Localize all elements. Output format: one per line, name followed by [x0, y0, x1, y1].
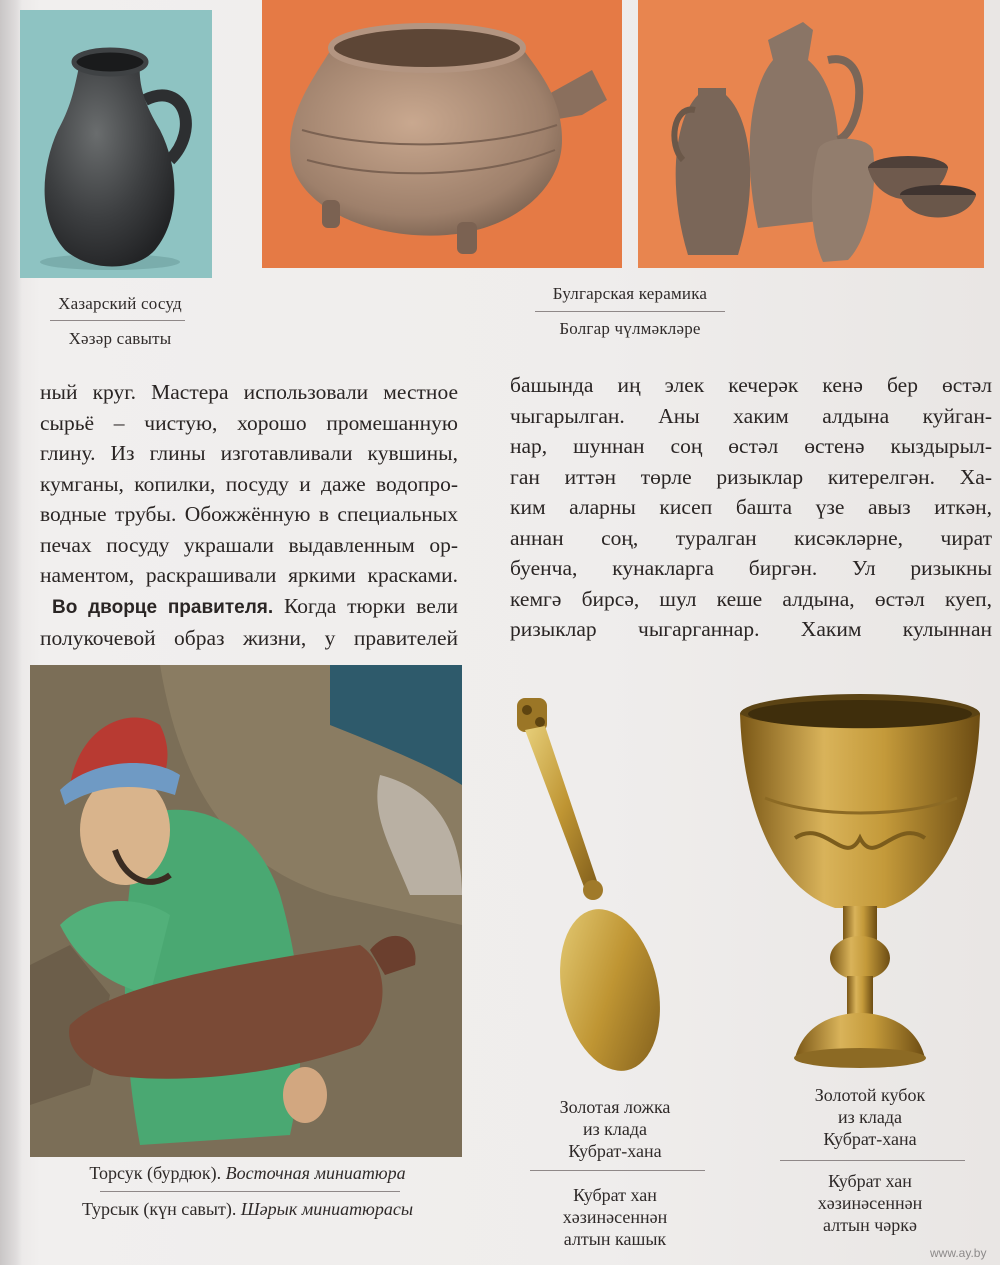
- watermark: www.ay.by: [930, 1246, 987, 1260]
- bulgar-caption-tt: Болгар чүлмәкләре: [559, 319, 701, 338]
- khazar-caption-ru: Хазарский сосуд: [58, 294, 182, 313]
- left-text-line: печах посуду украшали выдавленным ор-: [40, 532, 458, 557]
- left-text-line: глину. Из глины изготавливали кувшины,: [40, 441, 458, 465]
- right-text-line: башында иң элек кечерәк кенә бер өстәл: [510, 373, 992, 397]
- bulgar-pot-photo: [262, 0, 622, 268]
- right-text-line: ким аларны кисеп башта үзе авыз иткән,: [510, 495, 992, 519]
- spoon-caption-ru: [520, 1096, 710, 1162]
- right-text-line: ган иттән төрле ризыклар китерелгән. Ха-: [510, 464, 992, 489]
- left-text-line: полукочевой образ жизни, у правителей: [40, 626, 458, 650]
- spoon-caption-ru-line: Кубрат-хана: [568, 1141, 662, 1161]
- spoon-caption-tt: [520, 1184, 710, 1250]
- right-text-column: [510, 370, 992, 645]
- cup-caption-tt-line: Кубрат хан: [828, 1171, 912, 1191]
- cup-caption-tt-line: алтын чәркә: [823, 1215, 917, 1235]
- spoon-caption-tt-line: хәзинәсеннән: [562, 1207, 668, 1227]
- left-text-line: наментом, раскрашивали яркими красками.: [40, 563, 458, 587]
- khazar-caption-tt: Хәзәр савыты: [68, 329, 172, 348]
- right-text-line: нар, шуннан соң өстәл өстенә кыздырыл-: [510, 434, 992, 458]
- bulgar-caption-divider: [535, 311, 725, 312]
- cup-caption-tt: [770, 1170, 970, 1236]
- cup-caption-tt-line: хәзинәсеннән: [817, 1193, 923, 1213]
- cup-caption-ru: [770, 1084, 970, 1150]
- cup-caption-ru-line: Золотой кубок: [814, 1085, 926, 1105]
- spoon-caption-tt-line: Кубрат хан: [573, 1185, 657, 1205]
- right-text-line: чыгарылган. Аны хаким алдына куйган-: [510, 403, 992, 428]
- cup-caption-ru-line: Кубрат-хана: [823, 1129, 917, 1149]
- golden-cup-image: [735, 688, 985, 1073]
- left-text-line: ный круг. Мастера использовали местное: [40, 380, 458, 404]
- section-heading: Во дворце правителя.: [52, 596, 274, 618]
- khazar-vessel-photo: [20, 10, 212, 278]
- oriental-miniature-image: [30, 665, 462, 1157]
- right-text-line: аннан соң, туралган кисәкләрне, чират: [510, 525, 992, 550]
- book-gutter: [0, 0, 22, 1265]
- right-text-line: кемгә бирсә, шул кеше алдына, өстәл куеп,: [510, 586, 992, 611]
- miniature-caption-tt-plain: Турсык (күн савыт).: [81, 1199, 237, 1219]
- golden-spoon-image: [495, 690, 675, 1090]
- left-text-heading-line: [40, 591, 458, 624]
- spoon-caption-tt-line: алтын кашык: [563, 1229, 667, 1249]
- bulgar-ceramics-photo: [638, 0, 984, 268]
- left-text-after-heading: Когда тюрки вели: [284, 593, 458, 618]
- miniature-caption-tt-italic: Шәрык миниатюрасы: [240, 1199, 414, 1219]
- bulgar-caption-ru: Булгарская керамика: [552, 284, 708, 303]
- spoon-caption-divider: [530, 1170, 705, 1171]
- left-text-line: сырьё – чистую, хорошо промешанную: [40, 410, 458, 435]
- khazar-caption-divider: [50, 320, 185, 321]
- spoon-caption-ru-line: Золотая ложка: [559, 1097, 671, 1117]
- miniature-caption-ru: [40, 1162, 455, 1184]
- left-text-line: кумганы, копилки, посуду и даже водопро-: [40, 471, 458, 496]
- miniature-caption-tt: [40, 1198, 455, 1220]
- right-text-line: буенча, кунакларга биргән. Ул ризыкны: [510, 556, 992, 580]
- cup-caption-ru-line: из клада: [837, 1107, 903, 1127]
- miniature-caption-ru-plain: Торсук (бурдюк).: [89, 1163, 222, 1183]
- miniature-caption-ru-italic: Восточная миниатюра: [225, 1163, 406, 1183]
- left-text-column: [40, 377, 458, 654]
- spoon-caption-ru-line: из клада: [582, 1119, 648, 1139]
- cup-caption-divider: [780, 1160, 965, 1161]
- miniature-caption-divider: [100, 1191, 400, 1192]
- right-text-line: ризыклар чыгарганнар. Хаким кулыннан: [510, 617, 992, 641]
- left-text-line: водные трубы. Обожжённую в специальных: [40, 502, 458, 526]
